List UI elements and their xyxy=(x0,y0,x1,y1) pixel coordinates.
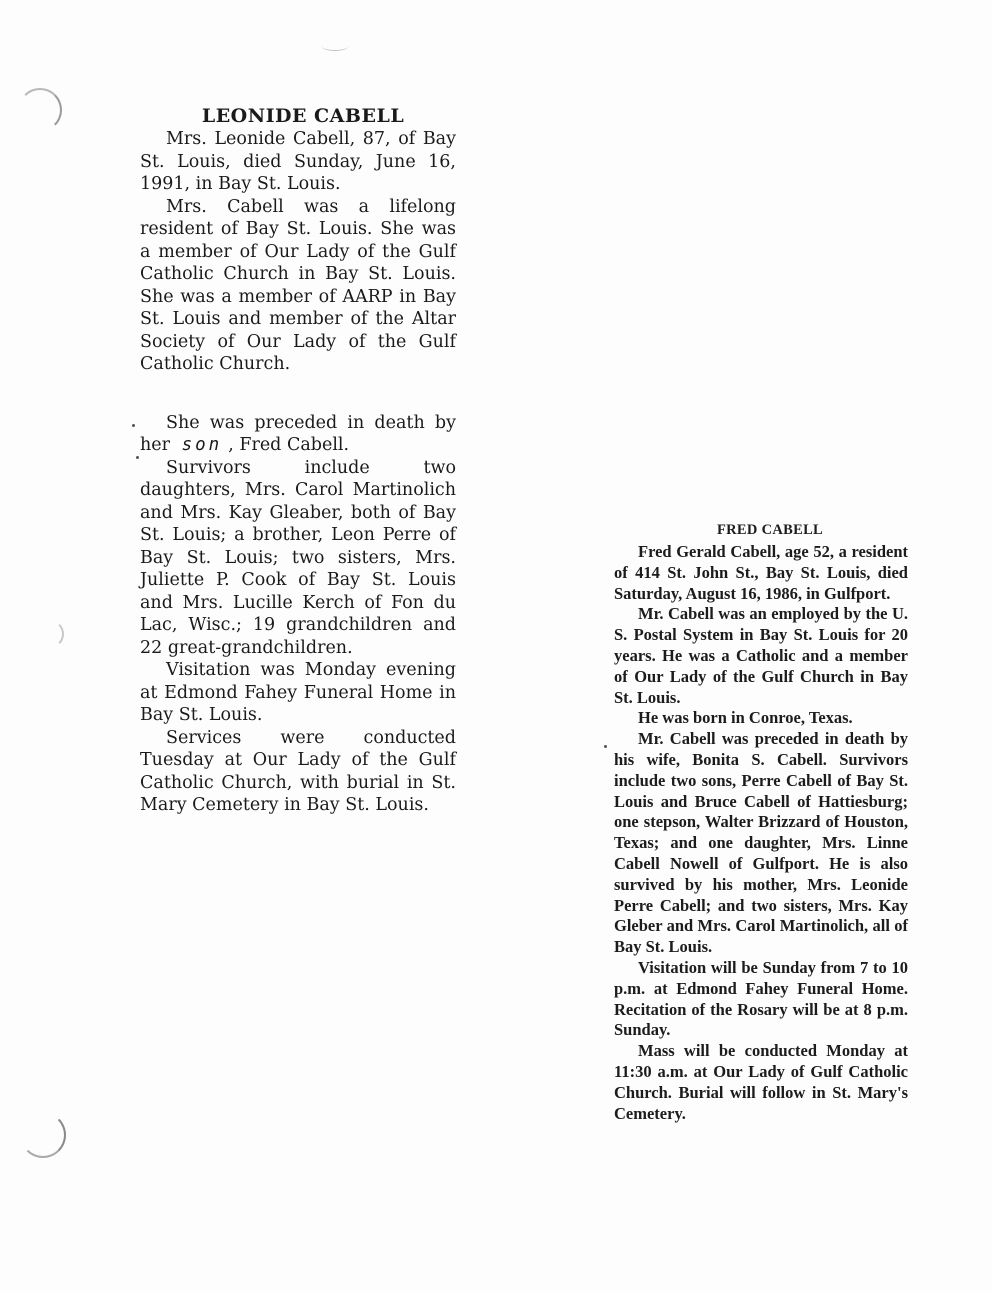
obituary-paragraph: Mr. Cabell was preceded in death by his wife, Bonita S. Cabell. Survivors include two sons, Perre Cabell of Bay St. Louis and Bruce Cabell of Hattiesburg; one stepson, Walter Brizzard of Houston, Texas; and one daughter, Mrs. Linne Cabell Nowell of Gulfport. He is also survived by his mother, Mrs. Leonide Perre Cabell; and two sisters, Mrs. Kay Gleber and Mrs. Carol Martinolich, all of Bay St. Louis. xyxy=(614,729,908,957)
obituary-fred-cabell xyxy=(614,520,908,1124)
binder-hole-mark xyxy=(18,88,62,132)
obituary-paragraph: Mrs. Leonide Cabell, 87, of Bay St. Louis, died Sunday, June 16, 1991, in Bay St. Louis. xyxy=(140,129,456,194)
paragraph-text: She was preceded in death by her xyxy=(140,412,456,455)
obituary-heading: LEONIDE CABELL xyxy=(201,105,405,127)
obituary-paragraph: Survivors include two daughters, Mrs. Carol Martinolich and Mrs. Kay Gleaber, both of Bay St. Louis; a brother, Leon Perre of Bay St. Louis; two sisters, Mrs. Juliette P. Cook of Bay St. Louis and Mrs. Lucille Kerch of Fon du Lac, Wisc.; 19 grandchildren and 22 great-grandchildren. xyxy=(140,457,456,658)
obituary-paragraph xyxy=(140,412,456,457)
scan-artifact-mark xyxy=(322,42,348,51)
scan-speck xyxy=(136,456,139,459)
obituary-paragraph: Mass will be conducted Monday at 11:30 a.m. at Our Lady of Gulf Catholic Church. Burial will follow in St. Mary's Cemetery. xyxy=(614,1041,908,1123)
obituary-paragraph: Visitation was Monday evening at Edmond Fahey Funeral Home in Bay St. Louis. xyxy=(140,660,456,725)
obituary-paragraph: Services were conducted Tuesday at Our Lady of the Gulf Catholic Church, with burial in St. Mary Cemetery in Bay St. Louis. xyxy=(140,727,456,815)
handwritten-insertion: son xyxy=(181,435,223,455)
obituary-paragraph: Mrs. Cabell was a lifelong resident of Bay St. Louis. She was a member of Our Lady of the Gulf Catholic Church in Bay St. Louis. She was a member of AARP in Bay St. Louis and member of the Altar Society of Our Lady of the Gulf Catholic Church. xyxy=(140,196,456,374)
scan-speck xyxy=(132,424,135,427)
obituary-paragraph: Fred Gerald Cabell, age 52, a resident of 414 St. John St., Bay St. Louis, died Saturday, August 16, 1986, in Gulfport. xyxy=(614,542,908,603)
obituary-paragraph: Mr. Cabell was an employed by the U. S. Postal System in Bay St. Louis for 20 years. He was a Catholic and a member of Our Lady of the Gulf Church in Bay St. Louis. xyxy=(614,604,908,707)
paragraph-text: , Fred Cabell. xyxy=(228,435,350,455)
obituary-leonide-cabell xyxy=(140,104,456,817)
scan-speck xyxy=(604,745,607,748)
obituary-heading: FRED CABELL xyxy=(716,522,824,538)
obituary-paragraph: Visitation will be Sunday from 7 to 10 p.m. at Edmond Fahey Funeral Home. Recitation of the Rosary will be at 8 p.m. Sunday. xyxy=(614,957,908,1040)
binder-hole-mark xyxy=(20,1112,66,1158)
obituary-paragraph: He was born in Conroe, Texas. xyxy=(638,708,853,728)
binder-hole-mark xyxy=(36,620,64,648)
